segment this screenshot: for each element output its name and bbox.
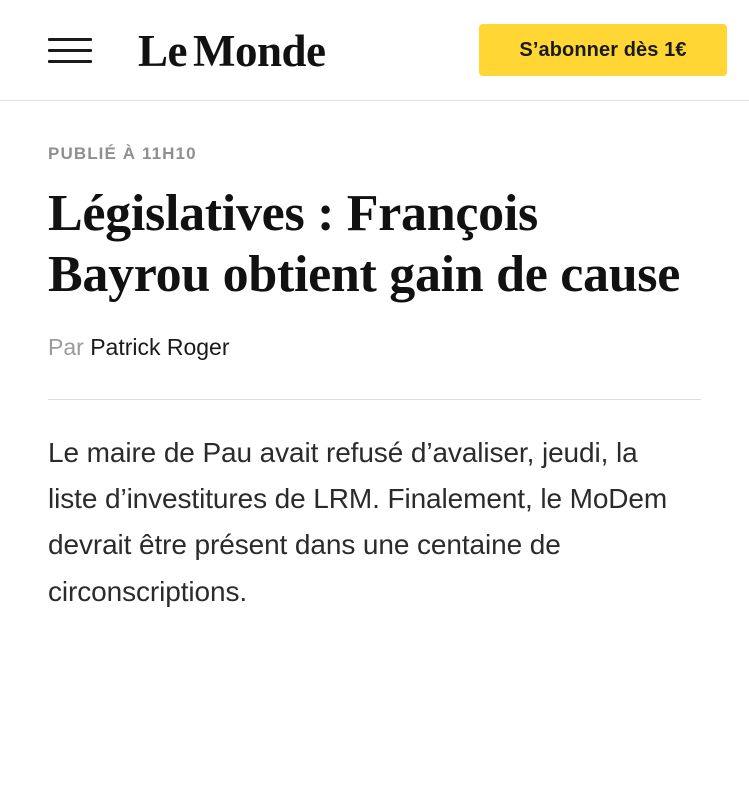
logo-text-monde: Monde <box>193 25 326 76</box>
hamburger-bar <box>48 60 92 63</box>
byline-author[interactable]: Patrick Roger <box>90 333 230 360</box>
byline <box>48 333 701 363</box>
hamburger-bar <box>48 38 92 41</box>
hamburger-menu-icon[interactable] <box>48 33 92 67</box>
le-monde-logo[interactable] <box>138 25 326 76</box>
byline-label: Par <box>48 333 84 360</box>
logo-text-le: Le <box>138 25 187 76</box>
divider <box>48 399 701 400</box>
article-container <box>0 144 749 615</box>
publication-time: PUBLIÉ À 11H10 <box>48 144 197 163</box>
subscribe-button[interactable]: S’abonner dès 1€ <box>479 24 727 76</box>
hamburger-bar <box>48 49 92 52</box>
article-standfirst: Le maire de Pau avait refusé d’avaliser, jeudi, la liste d’investitures de LRM. Finalement, le MoDem devrait être présent dans une centaine de circonscriptions. <box>48 436 668 607</box>
site-header <box>0 0 749 101</box>
page-title: Législatives : François Bayrou obtient gain de cause <box>48 185 681 303</box>
logo-text <box>138 25 326 76</box>
